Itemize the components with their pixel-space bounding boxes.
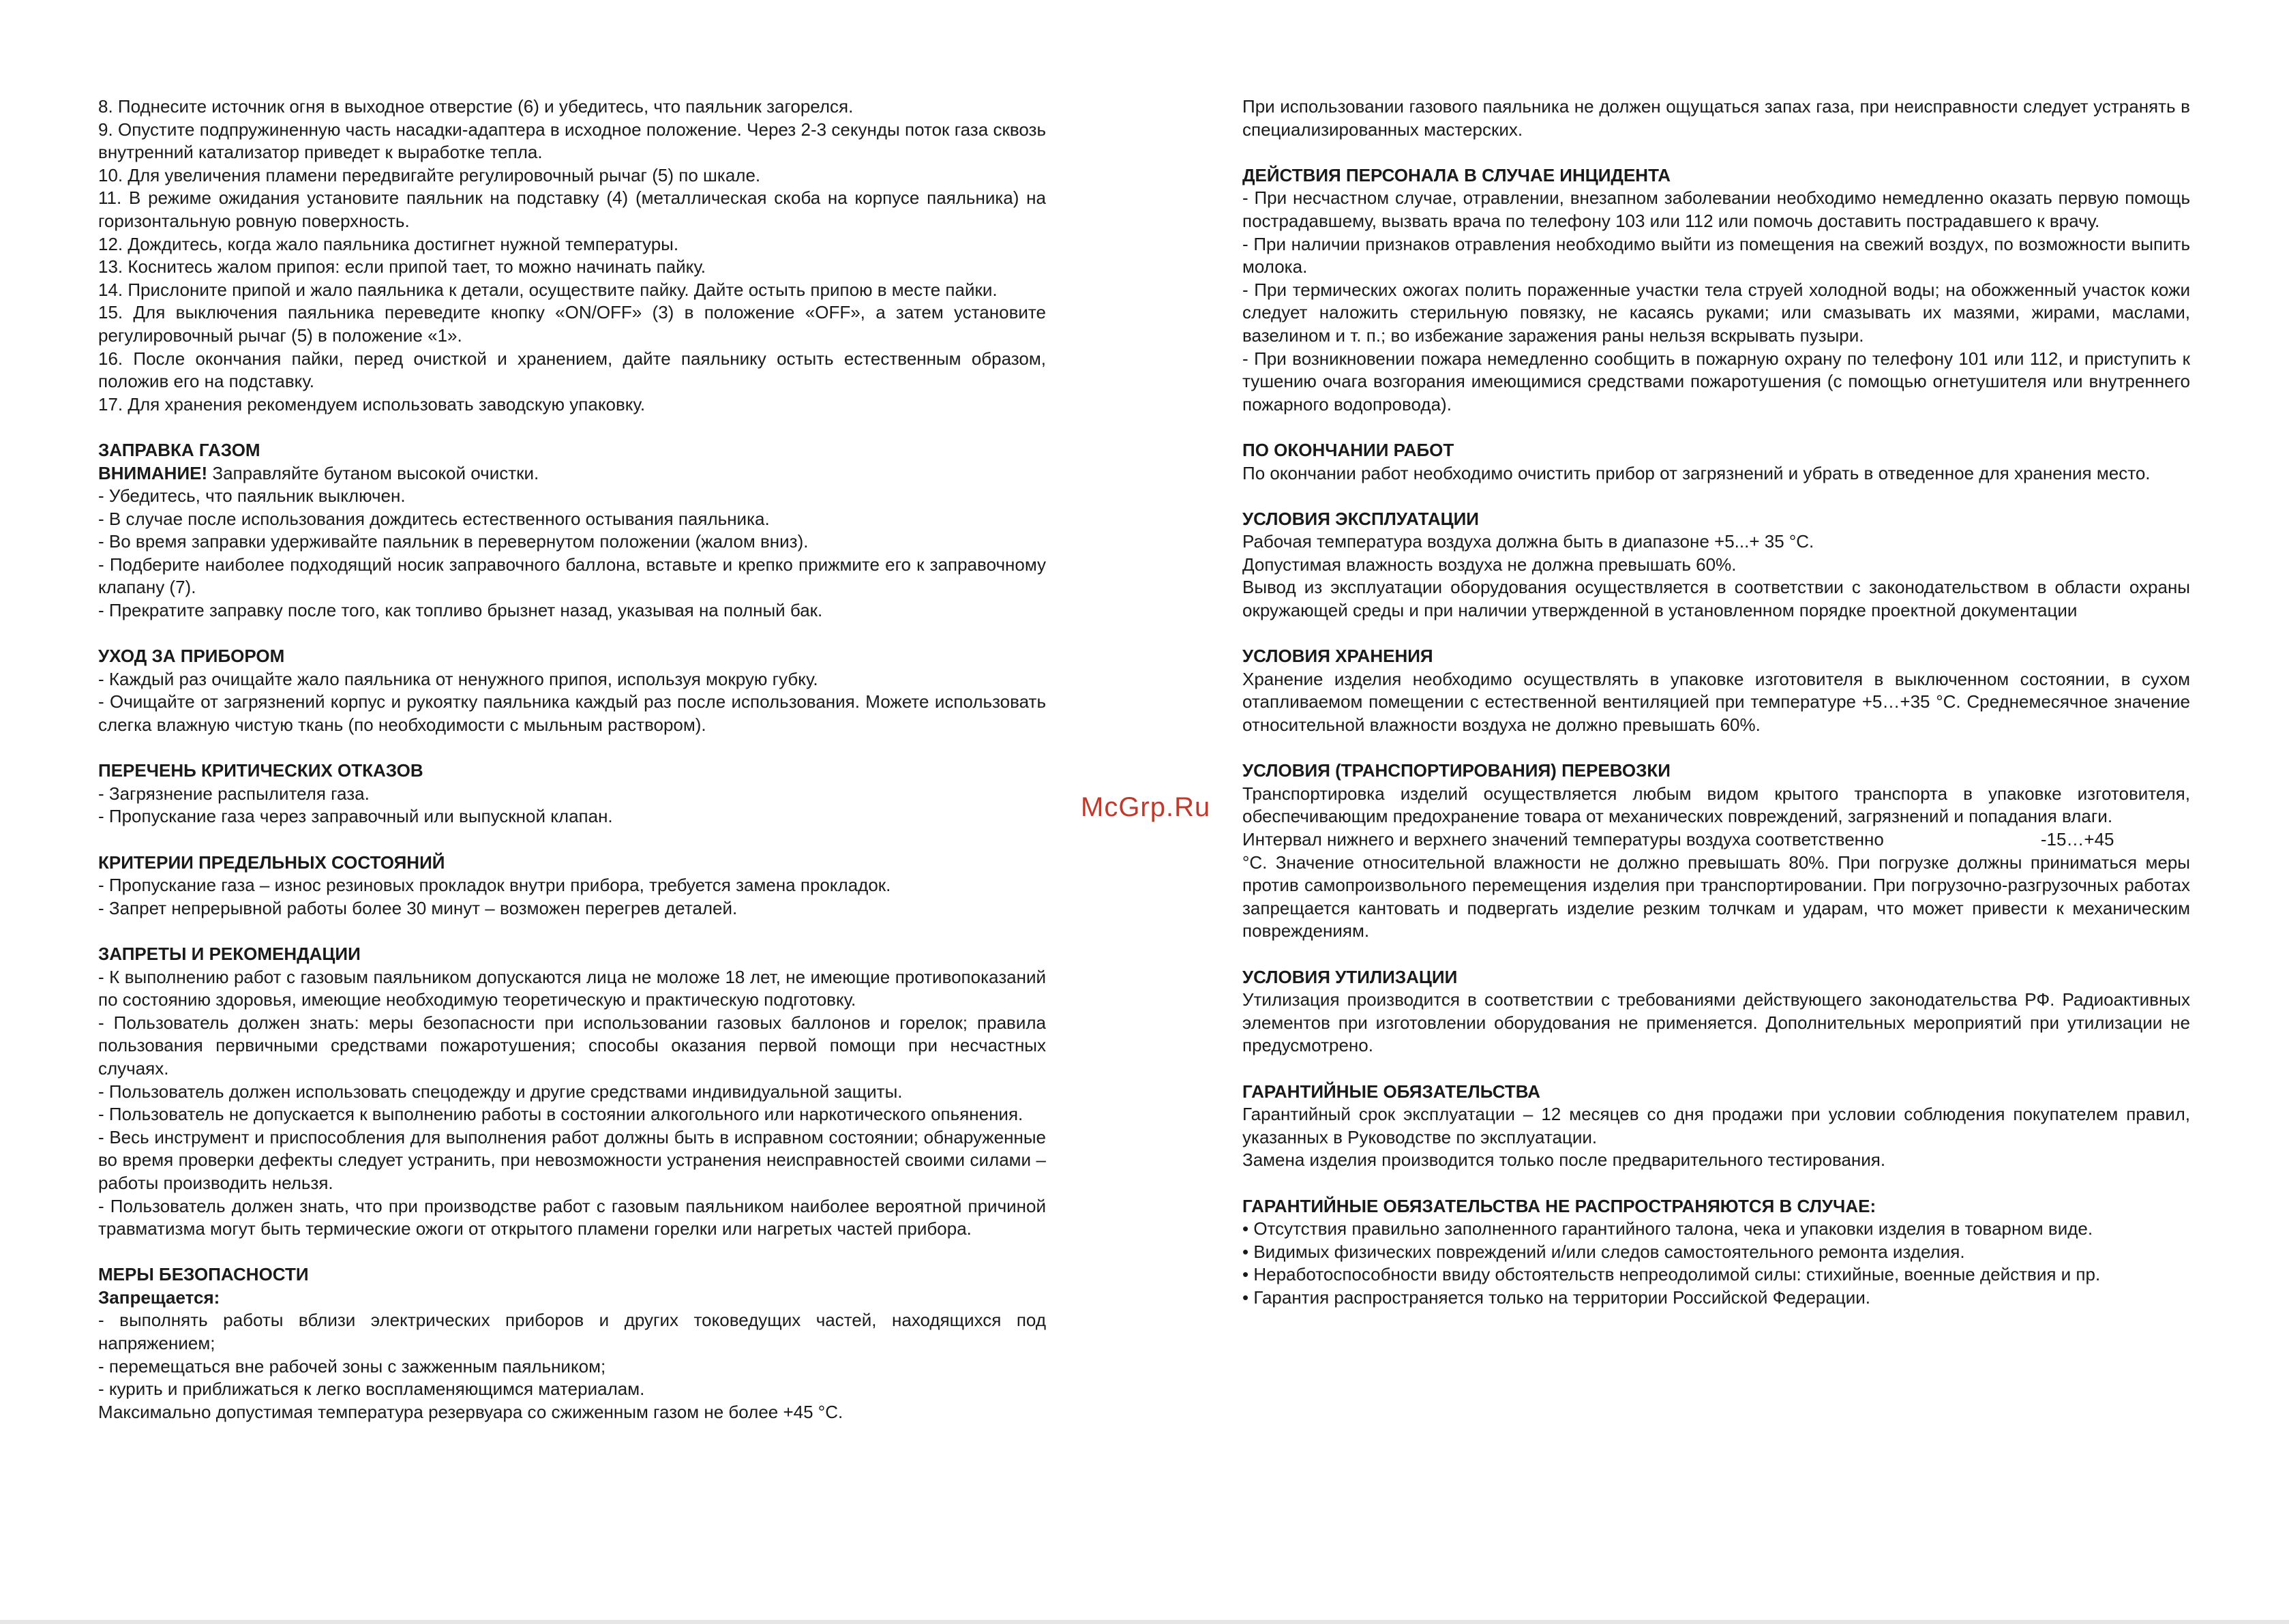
failures-line: - Загрязнение распылителя газа.	[98, 783, 370, 804]
warranty-line: Замена изделия производится только после предварительного тестирования.	[1242, 1149, 1886, 1171]
refuel-line: - Подберите наиболее подходящий носик заправочного баллона, вставьте и крепко прижмите его к заправочному клапану (7).	[98, 554, 1046, 598]
prohibitions-line: - Пользователь должен использовать спецодежду и другие средствами индивидуальной защиты.	[98, 1081, 903, 1102]
disposal-heading: УСЛОВИЯ УТИЛИЗАЦИИ	[1242, 966, 1458, 987]
step-9: 9. Опустите подпружиненную часть насадки-адаптера в исходное положение. Через 2-3 секунды поток газа сквозь внутренний катализатор приведет к выработке тепла.	[98, 119, 1046, 163]
operation-line: Допустимая влажность воздуха не должна превышать 60%.	[1242, 554, 1737, 575]
prohibitions-heading: ЗАПРЕТЫ И РЕКОМЕНДАЦИИ	[98, 943, 361, 964]
site-watermark: McGrp.Ru	[1081, 792, 1211, 822]
transport-range-label: Интервал нижнего и верхнего значений температуры воздуха соответственно	[1242, 829, 1884, 849]
failures-section	[98, 760, 1046, 828]
prohibitions-section	[98, 943, 1046, 1241]
prohibitions-line: - Весь инструмент и приспособления для выполнения работ должны быть в исправном состоянии; обнаруженные во время проверки дефекты следует устранить, при невозможности устранения неисправностей своими силами – работы производить нельзя.	[98, 1126, 1046, 1193]
failures-heading: ПЕРЕЧЕНЬ КРИТИЧЕСКИХ ОТКАЗОВ	[98, 760, 423, 781]
warranty-exclusion-item: • Гарантия распространяется только на территории Российской Федерации.	[1242, 1287, 1871, 1308]
incident-section	[1242, 164, 2190, 417]
safety-section	[98, 1263, 1046, 1424]
operation-heading: УСЛОВИЯ ЭКСПЛУАТАЦИИ	[1242, 508, 1479, 529]
failures-line: - Пропускание газа через заправочный или выпускной клапан.	[98, 806, 613, 827]
safety-line: - перемещаться вне рабочей зоны с зажженным паяльником;	[98, 1355, 606, 1377]
incident-line: - При возникновении пожара немедленно сообщить в пожарную охрану по телефону 101 или 112, и приступить к тушению очага возгорания имеющимися средствами пожаротушения (с помощью огнетушителя или внутреннего пожарного водопровода).	[1242, 348, 2190, 415]
intro-section	[1242, 95, 2190, 141]
refuel-attention	[98, 462, 1046, 485]
warranty-exclusion-item: • Отсутствия правильно заполненного гарантийного талона, чека и упаковки изделия в товарном виде.	[1242, 1218, 2093, 1239]
limits-line: - Запрет непрерывной работы более 30 минут – возможен перегрев деталей.	[98, 897, 738, 918]
step-8: 8. Поднесите источник огня в выходное отверстие (6) и убедитесь, что паяльник загорелся.	[98, 96, 854, 117]
care-section	[98, 645, 1046, 736]
transport-line: Транспортировка изделий осуществляется любым видом крытого транспорта в упаковке изготовителя, обеспечивающим предохранение товара от механических повреждений, загрязнений и попадания влаги.	[1242, 783, 2190, 827]
operation-section	[1242, 508, 2190, 622]
attention-text: Заправляйте бутаном высокой очистки.	[207, 462, 539, 483]
limits-line: - Пропускание газа – износ резиновых прокладок внутри прибора, требуется замена прокладок.	[98, 875, 891, 896]
prohibitions-line: - Пользователь должен знать: меры безопасности при использовании газовых баллонов и горелок; правила пользования первичными средствами пожаротушения; способы оказания первой помощи при несчастных случаях.	[98, 1012, 1046, 1079]
care-line: - Очищайте от загрязнений корпус и рукоятку паяльника каждый раз после использования. Можете использовать слегка влажную чистую ткань (по необходимости с мыльным раствором).	[98, 691, 1046, 736]
transport-section	[1242, 760, 2190, 943]
warranty-line: Гарантийный срок эксплуатации – 12 месяцев со дня продажи при условии соблюдения покупателем правил, указанных в Руководстве по эксплуатации.	[1242, 1104, 2190, 1147]
storage-line: Хранение изделия необходимо осуществлять в упаковке изготовителя в выключенном состоянии, в сухом отапливаемом помещении с естественной вентиляцией при температуре +5…+35 °С. Среднемесячное значение относительной влажности воздуха не должно превышать 60%.	[1242, 668, 2190, 736]
storage-section	[1242, 645, 2190, 736]
refuel-section	[98, 439, 1046, 622]
safety-line: - выполнять работы вблизи электрических приборов и других токоведущих частей, находящихся под напряжением;	[98, 1310, 1046, 1354]
after-work-heading: ПО ОКОНЧАНИИ РАБОТ	[1242, 439, 1454, 460]
step-11: 11. В режиме ожидания установите паяльник на подставку (4) (металлическая скоба на корпусе паяльника) на горизонтальную ровную поверхность.	[98, 187, 1046, 231]
operation-line: Вывод из эксплуатации оборудования осуществляется в соответствии с законодательством в области охраны окружающей среды и при наличии утвержденной в установленном порядке проектной документации	[1242, 577, 2190, 621]
step-13: 13. Коснитесь жалом припоя: если припой тает, то можно начинать пайку.	[98, 256, 706, 277]
safety-heading: МЕРЫ БЕЗОПАСНОСТИ	[98, 1264, 309, 1285]
step-15: 15. Для выключения паяльника переведите кнопку «ON/OFF» (3) в положение «OFF», а затем установите регулировочный рычаг (5) в положение «1».	[98, 302, 1046, 346]
incident-line: - При несчастном случае, отравлении, внезапном заболевании необходимо немедленно оказать первую помощь пострадавшему, вызвать врача по телефону 103 или 112 или помочь доставить пострадавшего к врачу.	[1242, 187, 2190, 231]
safety-sublabel: Запрещается:	[98, 1287, 220, 1308]
after-work-section	[1242, 439, 2190, 485]
steps-section	[98, 95, 1046, 416]
limits-section	[98, 852, 1046, 920]
incident-line: - При наличии признаков отравления необходимо выйти из помещения на свежий воздух, по возможности выпить молока.	[1242, 233, 2190, 277]
step-17: 17. Для хранения рекомендуем использовать заводскую упаковку.	[98, 393, 646, 415]
step-10: 10. Для увеличения пламени передвигайте регулировочный рычаг (5) по шкале.	[98, 164, 761, 185]
step-16: 16. После окончания пайки, перед очисткой и хранением, дайте паяльнику остыть естественным образом, положив его на подставку.	[98, 348, 1046, 392]
refuel-line: - Прекратите заправку после того, как топливо брызнет назад, указывая на полный бак.	[98, 600, 823, 621]
care-heading: УХОД ЗА ПРИБОРОМ	[98, 646, 285, 667]
limits-heading: КРИТЕРИИ ПРЕДЕЛЬНЫХ СОСТОЯНИЙ	[98, 852, 445, 873]
transport-range-line	[1242, 828, 2190, 852]
warranty-section	[1242, 1081, 2190, 1172]
transport-heading: УСЛОВИЯ (ТРАНСПОРТИРОВАНИЯ) ПЕРЕВОЗКИ	[1242, 760, 1671, 781]
safety-line: - курить и приближаться к легко воспламеняющимся материалам.	[98, 1379, 645, 1400]
warranty-exclusions-heading: ГАРАНТИЙНЫЕ ОБЯЗАТЕЛЬСТВА НЕ РАСПРОСТРАНЯЮТСЯ В СЛУЧАЕ:	[1242, 1195, 1876, 1216]
operation-line: Рабочая температура воздуха должна быть в диапазоне +5...+ 35 °С.	[1242, 531, 1814, 552]
warranty-exclusions-section	[1242, 1195, 2190, 1310]
left-column	[98, 95, 1046, 1424]
refuel-line: - Во время заправки удерживайте паяльник в перевернутом положении (жалом вниз).	[98, 531, 809, 552]
step-14: 14. Прислоните припой и жало паяльника к детали, осуществите пайку. Дайте остыть припою в месте пайки.	[98, 279, 998, 300]
intro-text: При использовании газового паяльника не должен ощущаться запах газа, при неисправности следует устранять в специализированных мастерских.	[1242, 96, 2190, 140]
refuel-heading: ЗАПРАВКА ГАЗОМ	[98, 439, 260, 460]
storage-heading: УСЛОВИЯ ХРАНЕНИЯ	[1242, 646, 1433, 667]
transport-line: °С. Значение относительной влажности не должно превышать 80%. При погрузке должны приниматься меры против самопроизвольного перемещения изделия при транспортировании. При погрузочно-разгрузочных работах запрещается кантовать и подвергать изделие резким толчкам и ударам, что может привести к механическим повреждениям.	[1242, 852, 2190, 942]
incident-line: - При термических ожогах полить пораженные участки тела струей холодной воды; на обожженный участок кожи следует наложить стерильную повязку, не касаясь руками; или смазывать их мазями, жирами, маслами, вазелином и т. п.; во избежание заражения раны нельзя вскрывать пузыри.	[1242, 279, 2190, 346]
transport-range-value: -15…+45	[2040, 829, 2114, 849]
safety-line: Максимально допустимая температура резервуара со сжиженным газом не более +45 °С.	[98, 1401, 843, 1422]
attention-label: ВНИМАНИЕ!	[98, 462, 208, 483]
care-line: - Каждый раз очищайте жало паяльника от ненужного припоя, используя мокрую губку.	[98, 668, 818, 689]
warranty-heading: ГАРАНТИЙНЫЕ ОБЯЗАТЕЛЬСТВА	[1242, 1081, 1541, 1102]
disposal-line: Утилизация производится в соответствии с требованиями действующего законодательства РФ. Радиоактивных элементов при изготовлении оборудования не применяется. Дополнительных мероприятий при утилизации не предусмотрено.	[1242, 989, 2190, 1056]
incident-heading: ДЕЙСТВИЯ ПЕРСОНАЛА В СЛУЧАЕ ИНЦИДЕНТА	[1242, 164, 1671, 185]
after-work-line: По окончании работ необходимо очистить прибор от загрязнений и убрать в отведенное для хранения место.	[1242, 462, 2151, 483]
disposal-section	[1242, 966, 2190, 1057]
warranty-exclusion-item: • Видимых физических повреждений и/или следов самостоятельного ремонта изделия.	[1242, 1241, 1965, 1262]
refuel-line: - Убедитесь, что паяльник выключен.	[98, 485, 406, 507]
step-12: 12. Дождитесь, когда жало паяльника достигнет нужной температуры.	[98, 233, 679, 254]
prohibitions-line: - Пользователь не допускается к выполнению работы в состоянии алкогольного или наркотического опьянения.	[98, 1104, 1023, 1125]
warranty-exclusion-item: • Неработоспособности ввиду обстоятельств непреодолимой силы: стихийные, военные действия и пр.	[1242, 1264, 2101, 1285]
prohibitions-line: - К выполнению работ с газовым паяльником допускаются лица не моложе 18 лет, не имеющие противопоказаний по состоянию здоровья, имеющие необходимую теоретическую и практическую подготовку.	[98, 966, 1046, 1010]
right-column	[1242, 95, 2190, 1309]
prohibitions-line: - Пользователь должен знать, что при производстве работ с газовым паяльником наиболее вероятной причиной травматизма могут быть термические ожоги от открытого пламени горелки или нагретых частей прибора.	[98, 1195, 1046, 1239]
refuel-line: - В случае после использования дождитесь естественного остывания паяльника.	[98, 508, 770, 529]
bottom-divider	[0, 1620, 2289, 1624]
